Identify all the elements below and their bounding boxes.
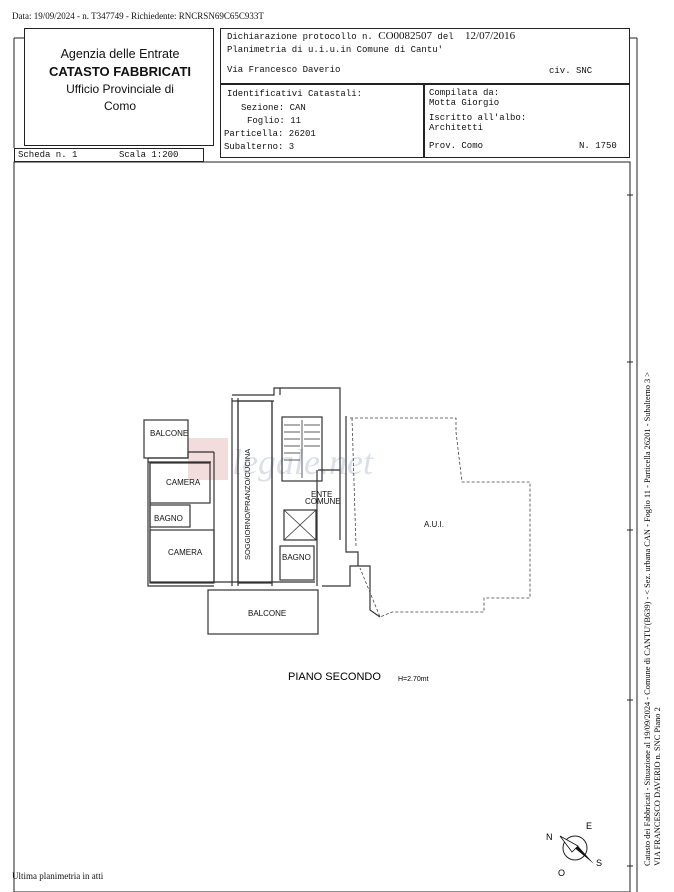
- address: Via Francesco Daverio: [227, 65, 341, 75]
- side-text-situation: Catasto dei Fabbricati - Situazione al 19/09/2024 - Comune di CANTU'(B639) - < Sez. urbana CAN - Foglio 11 - Particella 26201 - Subalterno 3 >: [643, 372, 652, 866]
- room-balcone1: BALCONE: [150, 429, 189, 438]
- compiled-label: Compilata da:: [429, 88, 500, 98]
- room-camera2: CAMERA: [168, 548, 203, 557]
- top-info-line: Data: 19/09/2024 - n. T347749 - Richiedente: RNCRSN69C65C933T: [12, 11, 264, 21]
- province: Prov. Como: [429, 141, 484, 151]
- identifiers-title: Identificativi Catastali:: [227, 89, 363, 99]
- side-text-address: VIA FRANCESCO DAVERIO n. SNC Piano 2: [653, 707, 662, 866]
- plan-line: Planimetria di u.i.u.in Comune di Cantu': [227, 45, 444, 55]
- room-soggiorno: SOGGIORNO/PRANZO/CUCINA: [243, 448, 252, 560]
- compass-s: S: [596, 858, 603, 868]
- scheda: Scheda n. 1: [18, 150, 78, 160]
- subalterno: Subalterno: 3: [224, 142, 295, 152]
- balcone-left-outline: [144, 420, 188, 458]
- declaration-del: del: [437, 32, 454, 42]
- agency-name: Agenzia delle Entrate: [60, 47, 180, 61]
- watermark-text: legale.net: [232, 442, 373, 482]
- aui-outline: [350, 418, 530, 617]
- foglio: Foglio: 11: [247, 116, 302, 126]
- sezione: Sezione: CAN: [241, 103, 306, 113]
- watermark-logo-block: [188, 438, 228, 480]
- room-bagno2: BAGNO: [282, 553, 311, 562]
- bottom-note: Ultima planimetria in atti: [12, 871, 104, 881]
- registration-number: N. 1750: [579, 141, 617, 151]
- agency-dept: CATASTO FABBRICATI: [48, 64, 192, 79]
- compass-icon: [546, 821, 602, 878]
- room-aui: A.U.I.: [424, 520, 445, 529]
- room-bagno1: BAGNO: [154, 514, 183, 523]
- room-balcone2: BALCONE: [248, 609, 287, 618]
- albo-label: Iscritto all'albo:: [429, 113, 527, 123]
- compass-e: E: [586, 821, 593, 831]
- declaration-date: 12/07/2016: [465, 30, 516, 42]
- declaration-label: Dichiarazione protocollo n.: [227, 32, 373, 42]
- bagno2-outline: [280, 546, 314, 580]
- compiled-name: Motta Giorgio: [429, 98, 500, 108]
- floor-label: PIANO SECONDO: [288, 671, 381, 683]
- room-camera1: CAMERA: [166, 478, 201, 487]
- height-label: H=2.70mt: [398, 676, 429, 683]
- scala: Scala 1:200: [119, 150, 179, 160]
- room-comune: COMUNE: [305, 497, 341, 506]
- albo: Architetti: [429, 123, 484, 133]
- declaration-number: CO0082507: [378, 30, 433, 42]
- civic-number: civ. SNC: [549, 66, 593, 76]
- compass-o: O: [558, 868, 566, 878]
- agency-city: Como: [103, 99, 136, 113]
- drawing-frame: [14, 162, 630, 892]
- compass-n: N: [546, 832, 553, 842]
- walls: [144, 388, 380, 634]
- room-ente: ENTE: [311, 490, 333, 499]
- particella: Particella: 26201: [224, 129, 316, 139]
- agency-office: Ufficio Provinciale di: [66, 82, 174, 96]
